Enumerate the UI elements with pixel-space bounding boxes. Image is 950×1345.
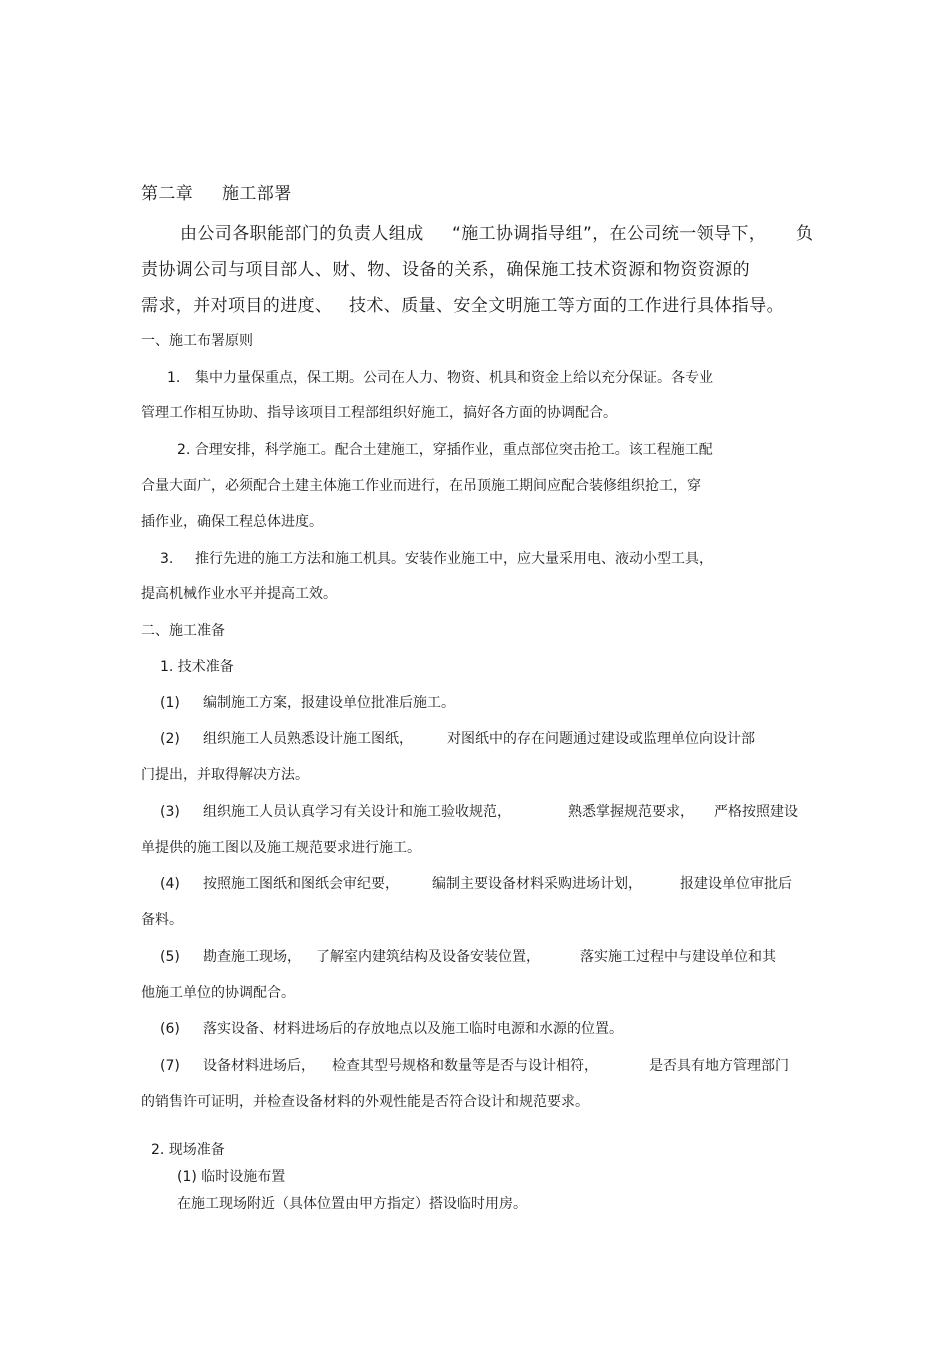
intro-line-1a: 由公司各职能部门的负责人组成: [180, 224, 424, 244]
item-7-cont: 的销售许可证明，并检查设备材料的外观性能是否符合设计和规范要求。: [141, 1094, 589, 1110]
chapter-title: 施工部署: [222, 184, 292, 204]
item-5-num: (5): [160, 949, 180, 965]
item-2-num: (2): [160, 731, 180, 747]
item-7-text-b: 检查其型号规格和数量等是否与设计相符，: [332, 1058, 598, 1074]
section2-sub2-1-text: 在施工现场附近（具体位置由甲方指定）搭设临时用房。: [177, 1196, 527, 1212]
item-3-text-c: 严格按照建设: [714, 804, 798, 820]
item-4-cont: 备料。: [141, 912, 183, 928]
item-5-text-b: 了解室内建筑结构及设备安装位置，: [316, 949, 540, 965]
section1-p1-line2: 管理工作相互协助、指导该项目工程部组织好施工，搞好各方面的协调配合。: [141, 405, 617, 421]
section2-sub2: 2. 现场准备: [151, 1142, 225, 1158]
section1-p3-line2: 提高机械作业水平并提高工效。: [141, 586, 337, 602]
item-5-text-a: 勘查施工现场，: [203, 949, 301, 965]
item-4-text-b: 编制主要设备材料采购进场计划，: [432, 876, 642, 892]
section1-p2-line1: 2. 合理安排，科学施工。配合土建施工，穿插作业，重点部位突击抢工。该工程施工配: [177, 442, 713, 458]
item-7-text-a: 设备材料进场后，: [203, 1058, 315, 1074]
item-3-cont: 单提供的施工图以及施工规范要求进行施工。: [141, 840, 421, 856]
item-2-text-b: 对图纸中的存在问题通过建设或监理单位向设计部: [447, 731, 755, 747]
chapter-number: 第二章: [141, 184, 194, 204]
section1-heading: 一、施工布署原则: [141, 333, 253, 349]
intro-line-3a: 需求，并对项目的进度、: [141, 296, 333, 316]
intro-line-2: 责协调公司与项目部人、财、物、设备的关系，确保施工技术资源和物资资源的: [141, 260, 750, 280]
intro-line-3b: 技术、质量、安全文明施工等方面的工作进行具体指导。: [349, 296, 784, 316]
item-7-num: (7): [160, 1058, 180, 1074]
section1-p2-line2: 合量大面广，必须配合土建主体施工作业而进行，在吊顶施工期间应配合装修组织抢工，穿: [141, 478, 701, 494]
item-6-text: 落实设备、材料进场后的存放地点以及施工临时电源和水源的位置。: [203, 1021, 623, 1037]
section1-p3-line1: 推行先进的施工方法和施工机具。安装作业施工中，应大量采用电、液动小型工具，: [195, 551, 713, 567]
item-2-cont: 门提出，并取得解决方法。: [141, 767, 309, 783]
section2-heading: 二、施工准备: [141, 623, 225, 639]
item-1-text: 编制施工方案，报建设单位批准后施工。: [203, 695, 455, 711]
item-4-num: (4): [160, 876, 180, 892]
item-6-num: (6): [160, 1021, 180, 1037]
item-4-text-a: 按照施工图纸和图纸会审纪要，: [203, 876, 399, 892]
section1-p1-num: 1.: [167, 370, 181, 386]
item-7-text-c: 是否具有地方管理部门: [649, 1058, 789, 1074]
section1-p2-line3: 插作业，确保工程总体进度。: [141, 514, 323, 530]
section1-p1-line1: 集中力量保重点，保工期。公司在人力、物资、机具和资金上给以充分保证。各专业: [195, 370, 713, 386]
intro-line-1c: 负: [796, 224, 814, 244]
item-3-text-a: 组织施工人员认真学习有关设计和施工验收规范，: [203, 804, 511, 820]
section1-p3-num: 3.: [160, 551, 174, 567]
section2-sub1: 1. 技术准备: [160, 659, 234, 675]
section2-sub2-1: (1) 临时设施布置: [177, 1169, 286, 1185]
item-2-text-a: 组织施工人员熟悉设计施工图纸，: [203, 731, 413, 747]
item-5-text-c: 落实施工过程中与建设单位和其: [580, 949, 776, 965]
item-5-cont: 他施工单位的协调配合。: [141, 985, 295, 1001]
item-1-num: (1): [160, 695, 180, 711]
item-4-text-c: 报建设单位审批后: [680, 876, 792, 892]
item-3-text-b: 熟悉掌握规范要求，: [568, 804, 694, 820]
item-3-num: (3): [160, 804, 180, 820]
intro-line-1b: “施工协调指导组”，在公司统一领导下，: [452, 224, 767, 244]
